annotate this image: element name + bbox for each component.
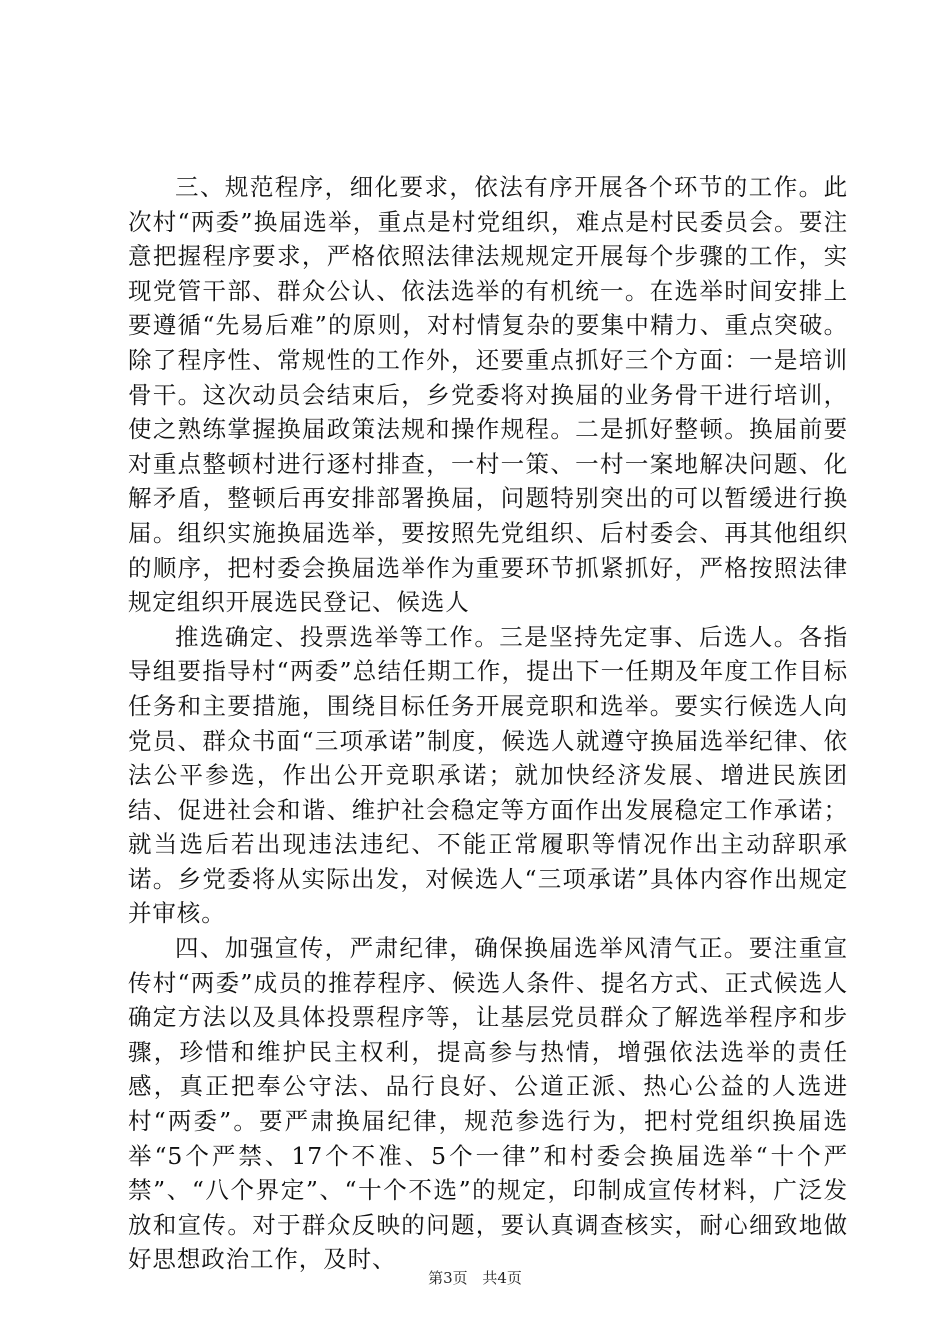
paragraph-section-four: 四、加强宣传，严肃纪律，确保换届选举风清气正。要注重宣传村“两委”成员的推荐程序、候选人条件、提名方式、正式候选人确定方法以及具体投票程序等，让基层党员群众了解选举程序和步骤，珍惜和维护民主权利，提高参与热情，增强依法选举的责任感，真正把奉公守法、品行良好、公道正派、热心公益的人选进村“两委”。要严肃换届纪律，规范参选行为，把村党组织换届选举“5个严禁、17个不准、5个一律”和村委会换届选举“十个严禁”、“八个界定”、“十个不选”的规定，印制成宣传材料，广泛发放和宣传。对于群众反映的问题，要认真调查核实，耐心细致地做好思想政治工作，及时、 [128, 934, 848, 1274]
paragraph-section-three: 三、规范程序，细化要求，依法有序开展各个环节的工作。此次村“两委”换届选举，重点是村党组织，难点是村民委员会。要注意把握程序要求，严格依照法律法规规定开展每个步骤的工作，实现党管干部、群众公认、依法选举的有机统一。在选举时间安排上要遵循“先易后难”的原则，对村情复杂的要集中精力、重点突破。除了程序性、常规性的工作外，还要重点抓好三个方面：一是培训骨干。这次动员会结束后，乡党委将对换届的业务骨干进行培训，使之熟练掌握换届政策法规和操作规程。二是抓好整顿。换届前要对重点整顿村进行逐村排查，一村一策、一村一案地解决问题、化解矛盾，整顿后再安排部署换届，问题特别突出的可以暂缓进行换届。组织实施换届选举，要按照先党组织、后村委会、再其他组织的顺序，把村委会换届选举作为重要环节抓紧抓好，严格按照法律规定组织开展选民登记、候选人 [128, 173, 848, 617]
page-footer [0, 1268, 950, 1288]
document-body [128, 170, 848, 1277]
page-total: 共4页 [482, 1269, 522, 1287]
paragraph-continuation: 推选确定、投票选举等工作。三是坚持先定事、后选人。各指导组要指导村“两委”总结任期工作，提出下一任期及年度工作目标任务和主要措施，围绕目标任务开展竞职和选举。要实行候选人向党员、群众书面“三项承诺”制度，候选人就遵守换届选举纪律、依法公平参选，作出公开竞职承诺；就加快经济发展、增进民族团结、促进社会和谐、维护社会稳定等方面作出发展稳定工作承诺；就当选后若出现违法违纪、不能正常履职等情况作出主动辞职承诺。乡党委将从实际出发，对候选人“三项承诺”具体内容作出规定并审核。 [128, 622, 848, 928]
page-number: 第3页 [428, 1269, 468, 1287]
